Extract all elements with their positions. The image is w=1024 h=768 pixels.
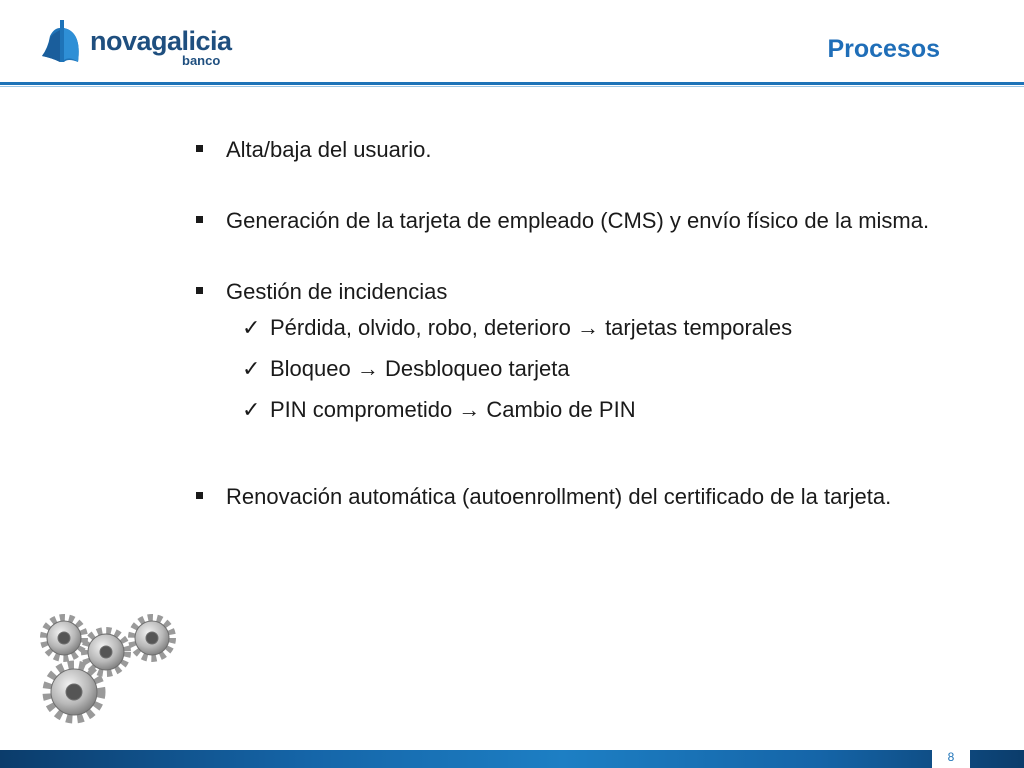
sub-item-text: Bloqueo → Desbloqueo tarjeta (270, 356, 570, 381)
bullet-item (196, 275, 952, 308)
square-bullet-icon (196, 287, 203, 294)
brand-name: novagalicia (90, 26, 232, 56)
bullet-text: Renovación automática (autoenrollment) del certificado de la tarjeta. (226, 484, 892, 509)
gears-illustration-icon (34, 612, 184, 727)
sub-item (196, 389, 952, 430)
brand-sub: banco (182, 53, 221, 68)
brand-logo (38, 18, 258, 68)
bullet-item (196, 204, 952, 237)
bullet-item (196, 480, 952, 513)
header-divider-light (0, 86, 1024, 87)
check-icon: ✓ (242, 315, 261, 340)
header-divider (0, 82, 1024, 85)
slide-title: Procesos (827, 35, 940, 63)
check-icon: ✓ (242, 356, 261, 381)
square-bullet-icon (196, 492, 203, 499)
footer-bar (0, 750, 1024, 768)
bullet-list (196, 133, 952, 513)
bullet-text: Generación de la tarjeta de empleado (CMS) y envío físico de la misma. (226, 208, 930, 233)
square-bullet-icon (196, 145, 203, 152)
sub-item-text: Pérdida, olvido, robo, deterioro → tarjetas temporales (270, 315, 793, 340)
square-bullet-icon (196, 216, 203, 223)
page-number: 8 (932, 748, 970, 768)
check-icon: ✓ (242, 397, 261, 422)
sub-item (196, 307, 952, 348)
sail-logo-icon (38, 18, 88, 66)
sub-item (196, 348, 952, 389)
sub-item-text: PIN comprometido → Cambio de PIN (270, 397, 636, 422)
bullet-item (196, 133, 952, 166)
bullet-text: Alta/baja del usuario. (226, 137, 432, 162)
bullet-text: Gestión de incidencias (226, 279, 448, 304)
